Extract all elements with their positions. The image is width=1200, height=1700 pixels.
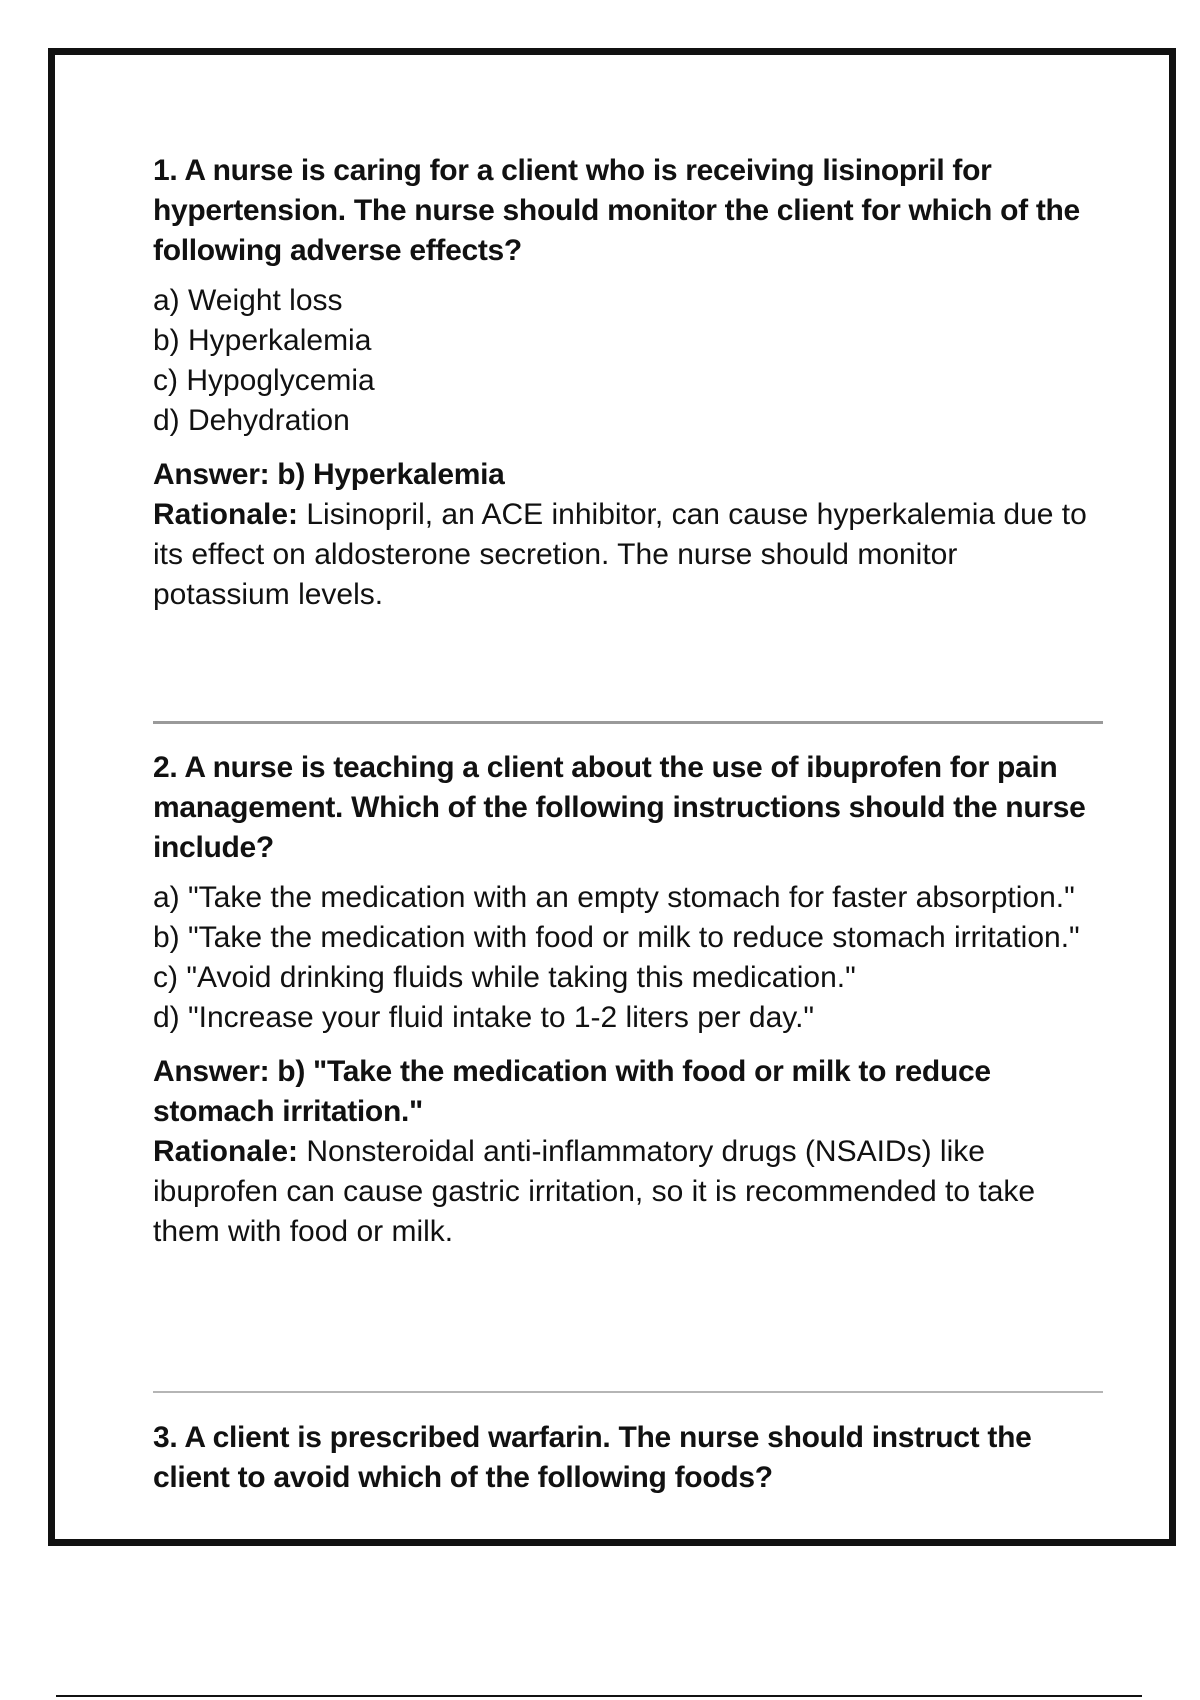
question-1-option-b: b) Hyperkalemia xyxy=(153,324,372,357)
question-1-rationale-text: Lisinopril, an ACE inhibitor, can cause hyperkalemia due to its effect on aldosterone secretion. The nurse should monitor potassium levels. xyxy=(153,498,1087,611)
question-2-option-c: c) "Avoid drinking fluids while taking this medication." xyxy=(153,961,856,994)
question-2-text: 2. A nurse is teaching a client about the use of ibuprofen for pain management. Which of the following instructions should the nurse include? xyxy=(153,751,1086,864)
question-block-3 xyxy=(153,1418,1093,1498)
question-2-rationale-text: Nonsteroidal anti-inflammatory drugs (NSAIDs) like ibuprofen can cause gastric irritation, so it is recommended to take them with food or milk. xyxy=(153,1135,1036,1248)
question-2-options xyxy=(153,878,1093,1038)
question-1-text: 1. A nurse is caring for a client who is receiving lisinopril for hypertension. The nurse should monitor the client for which of the following adverse effects? xyxy=(153,154,1080,267)
question-1-option-c: c) Hypoglycemia xyxy=(153,364,375,397)
question-2-option-b: b) "Take the medication with food or milk to reduce stomach irritation." xyxy=(153,921,1080,954)
question-3-text: 3. A client is prescribed warfarin. The nurse should instruct the client to avoid which of the following foods? xyxy=(153,1421,1032,1494)
question-block-2 xyxy=(153,748,1093,1252)
question-1-option-d: d) Dehydration xyxy=(153,404,350,437)
document-frame xyxy=(48,48,1176,1546)
question-2-option-d: d) "Increase your fluid intake to 1-2 liters per day." xyxy=(153,1001,815,1034)
question-1-rationale xyxy=(153,495,1093,615)
question-1-option-a: a) Weight loss xyxy=(153,284,343,317)
question-block-1 xyxy=(153,151,1093,615)
page-bottom-rule xyxy=(56,1695,1142,1697)
question-1-answer: Answer: b) Hyperkalemia xyxy=(153,458,505,491)
question-2-answer: Answer: b) "Take the medication with food or milk to reduce stomach irritation." xyxy=(153,1055,991,1128)
question-2-rationale-label: Rationale: xyxy=(153,1135,299,1168)
question-2-option-a: a) "Take the medication with an empty stomach for faster absorption." xyxy=(153,881,1075,914)
section-divider xyxy=(153,1391,1103,1393)
section-divider xyxy=(153,721,1103,724)
question-2-rationale xyxy=(153,1132,1093,1252)
question-1-rationale-label: Rationale: xyxy=(153,498,299,531)
question-1-options xyxy=(153,281,1093,441)
